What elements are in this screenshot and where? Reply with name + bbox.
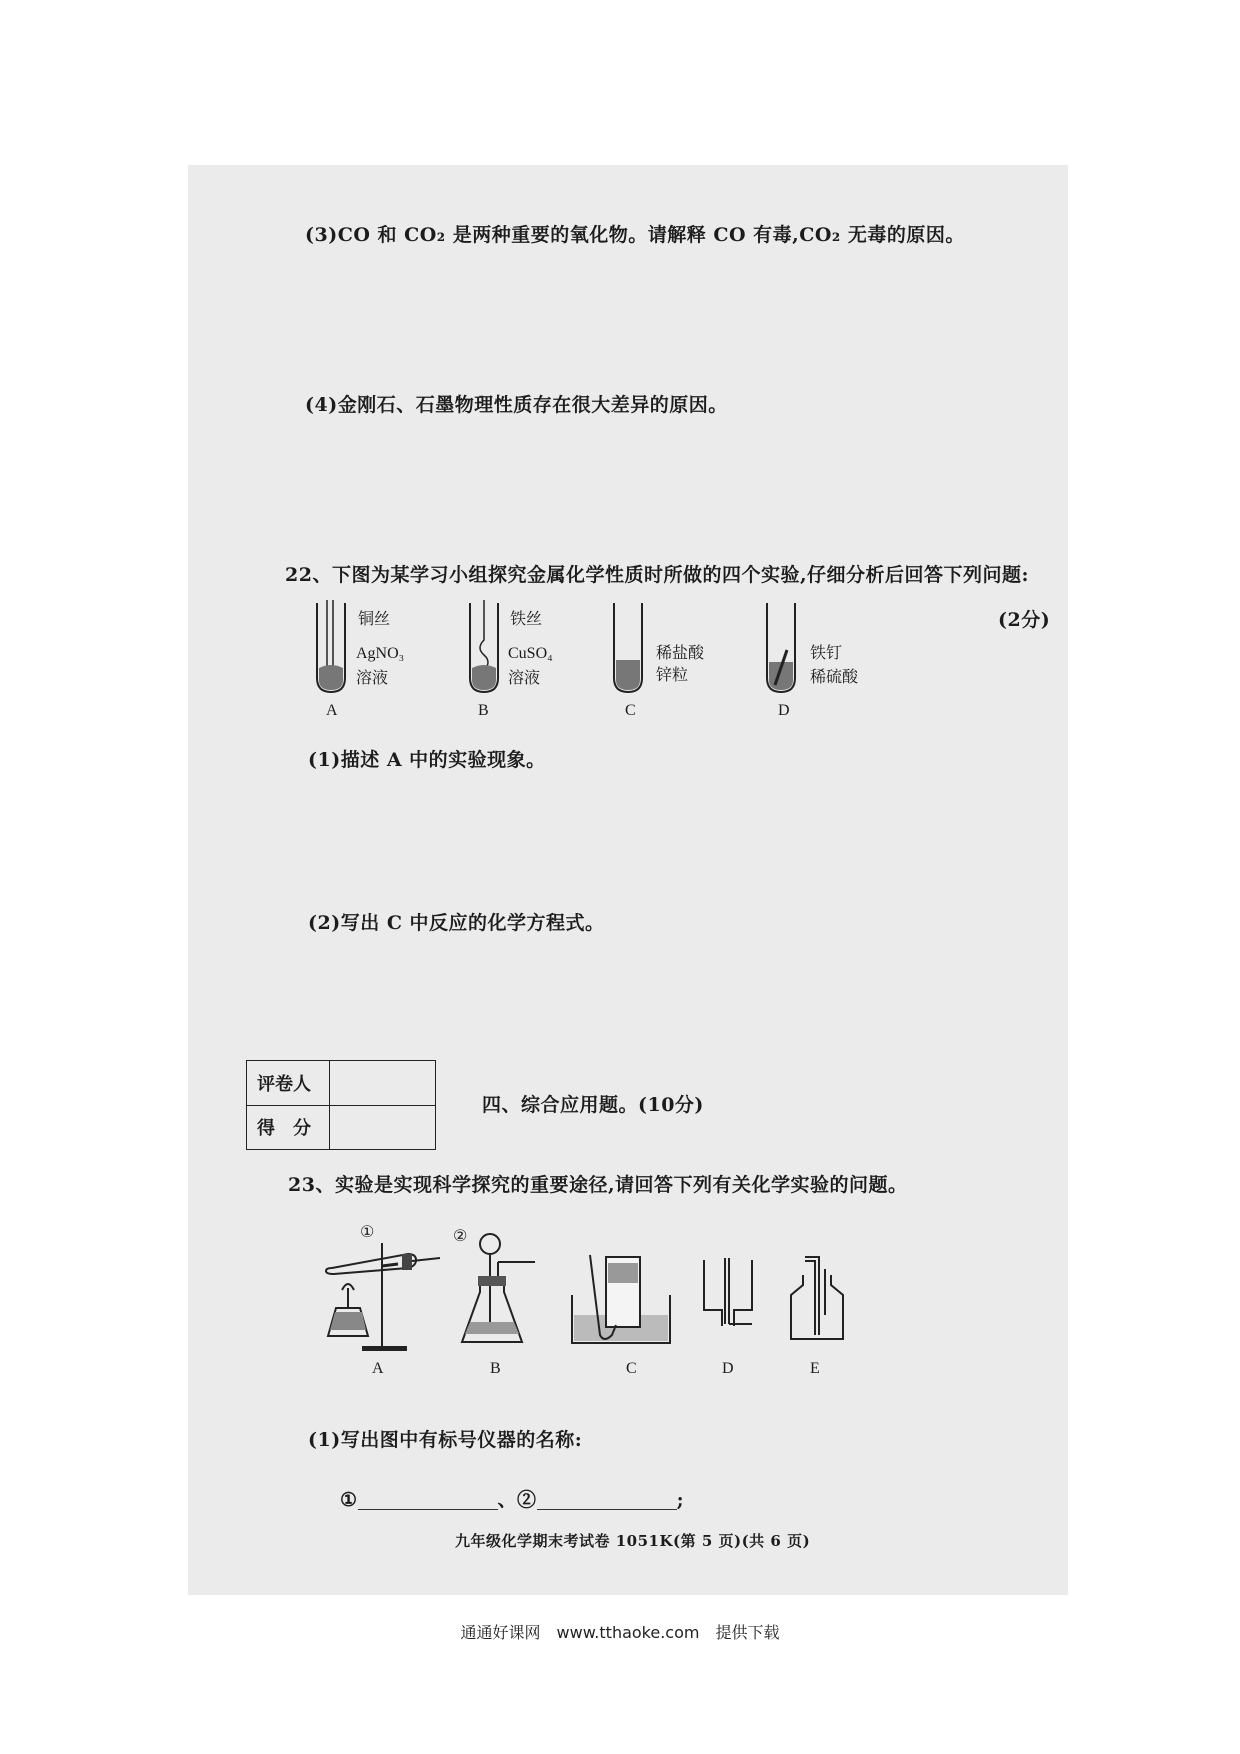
apparatus-c-letter: C <box>626 1360 637 1377</box>
tube-c-letter: C <box>625 702 636 719</box>
question-21-3: (3)CO 和 CO₂ 是两种重要的氧化物。请解释 CO 有毒,CO₂ 无毒的原因。 <box>305 224 965 246</box>
apparatus-d-letter: D <box>722 1360 734 1377</box>
section-4-heading: 四、综合应用题。(10分) <box>482 1094 704 1116</box>
blank-2-marker: 、② <box>497 1489 537 1511</box>
page-footer: 九年级化学期末考试卷 1051K(第 5 页)(共 6 页) <box>455 1532 811 1550</box>
tube-a-solution-formula: AgNO₃ <box>356 645 405 662</box>
question-21-4: (4)金刚石、石墨物理性质存在很大差异的原因。 <box>305 394 728 416</box>
apparatus-d-diagram <box>700 1258 760 1338</box>
apparatus-b-letter: B <box>490 1360 501 1377</box>
apparatus-e-diagram <box>785 1255 855 1343</box>
tube-a-wire-label: 铜丝 <box>358 611 391 628</box>
question-23-1: (1)写出图中有标号仪器的名称: <box>308 1429 583 1451</box>
tube-b-solution-label: 溶液 <box>508 670 541 687</box>
tube-c-acid-label: 稀盐酸 <box>656 645 705 662</box>
tube-b-solution-formula: CuSO₄ <box>508 645 553 662</box>
exam-page <box>188 165 1068 1595</box>
question-22-2: (2)写出 C 中反应的化学方程式。 <box>308 912 605 934</box>
answer-line <box>340 1485 684 1512</box>
reviewer-cell <box>330 1061 436 1106</box>
question-22-stem: 22、下图为某学习小组探究金属化学性质时所做的四个实验,仔细分析后回答下列问题: <box>285 564 1030 586</box>
answer-line-end: ; <box>676 1489 685 1511</box>
test-tube-b-diagram <box>468 600 508 695</box>
test-tube-a-diagram <box>315 600 355 695</box>
reviewer-label: 评卷人 <box>247 1061 330 1106</box>
question-22-score: (2分) <box>998 609 1051 631</box>
tube-b-wire-label: 铁丝 <box>510 611 543 628</box>
apparatus-a-diagram <box>320 1228 460 1358</box>
apparatus-b-diagram <box>460 1232 570 1354</box>
tube-d-letter: D <box>778 702 790 719</box>
tube-a-letter: A <box>326 702 338 719</box>
apparatus-a-letter: A <box>372 1360 384 1377</box>
apparatus-c-diagram <box>570 1255 680 1350</box>
tube-c-metal-label: 锌粒 <box>656 667 689 684</box>
blank-2-field[interactable] <box>537 1493 677 1510</box>
tube-a-solution-label: 溶液 <box>356 670 389 687</box>
marker-1: ① <box>360 1224 375 1241</box>
question-22-1: (1)描述 A 中的实验现象。 <box>308 749 546 771</box>
score-cell <box>330 1105 436 1150</box>
site-credit: 通通好课网 www.tthaoke.com 提供下载 <box>460 1623 780 1642</box>
tube-d-acid-label: 稀硫酸 <box>810 669 859 686</box>
tube-b-letter: B <box>478 702 489 719</box>
marker-2: ② <box>453 1228 468 1245</box>
test-tube-c-diagram <box>612 600 652 695</box>
tube-d-nail-label: 铁钉 <box>810 645 843 662</box>
question-23-stem: 23、实验是实现科学探究的重要途径,请回答下列有关化学实验的问题。 <box>288 1174 908 1196</box>
score-table <box>246 1060 436 1150</box>
score-label: 得 分 <box>247 1105 330 1150</box>
apparatus-e-letter: E <box>810 1360 820 1377</box>
blank-1-marker: ① <box>340 1489 358 1511</box>
test-tube-d-diagram <box>765 600 805 695</box>
blank-1-field[interactable] <box>358 1493 498 1510</box>
